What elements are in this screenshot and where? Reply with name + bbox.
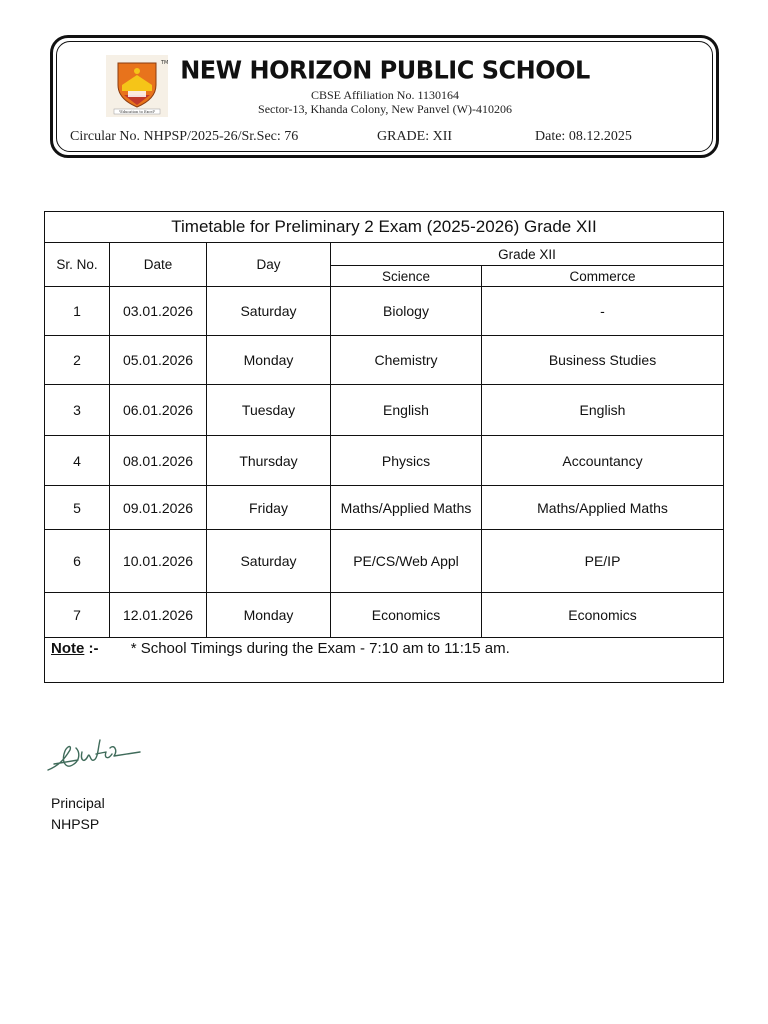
grade-label: GRADE: XII: [377, 129, 453, 144]
header-science: Science: [331, 266, 482, 287]
header-date: Date: [110, 243, 207, 287]
row-day: Friday: [207, 486, 331, 530]
row-sr: 6: [45, 530, 110, 593]
svg-text:TM: TM: [161, 60, 168, 66]
principal-signature: [44, 730, 144, 778]
row-date: 10.01.2026: [110, 530, 207, 593]
header-commerce: Commerce: [482, 266, 724, 287]
row-science: English: [331, 385, 482, 436]
row-day: Tuesday: [207, 385, 331, 436]
row-commerce: Accountancy: [482, 436, 724, 486]
row-date: 05.01.2026: [110, 336, 207, 385]
circular-date: Date: 08.12.2025: [535, 129, 632, 144]
affiliation-number: CBSE Affiliation No. 1130164: [310, 88, 459, 102]
header-grade-group: Grade XII: [331, 243, 724, 266]
row-date: 12.01.2026: [110, 593, 207, 638]
note-separator: :-: [88, 640, 99, 657]
header-day: Day: [207, 243, 331, 287]
row-commerce: Business Studies: [482, 336, 724, 385]
table-row: [45, 385, 724, 436]
row-date: 03.01.2026: [110, 287, 207, 336]
row-day: Saturday: [207, 287, 331, 336]
row-commerce: PE/IP: [482, 530, 724, 593]
row-day: Monday: [207, 336, 331, 385]
row-sr: 1: [45, 287, 110, 336]
row-sr: 7: [45, 593, 110, 638]
row-sr: 3: [45, 385, 110, 436]
exam-timetable: [44, 211, 724, 683]
svg-text:"Education to Excel": "Education to Excel": [118, 110, 156, 114]
note-label: Note: [51, 640, 85, 657]
note-text: * School Timings during the Exam - 7:10 am to 11:15 am.: [130, 640, 510, 657]
row-commerce: Maths/Applied Maths: [482, 486, 724, 530]
row-sr: 5: [45, 486, 110, 530]
row-science: Physics: [331, 436, 482, 486]
row-science: Economics: [331, 593, 482, 638]
row-science: Biology: [331, 287, 482, 336]
timetable-title: Timetable for Preliminary 2 Exam (2025-2026) Grade XII: [45, 212, 724, 243]
row-day: Monday: [207, 593, 331, 638]
school-name: NEW HORIZON PUBLIC SCHOOL: [180, 55, 590, 85]
table-row: [45, 593, 724, 638]
row-science: PE/CS/Web Appl: [331, 530, 482, 593]
table-row: [45, 287, 724, 336]
row-science: Chemistry: [331, 336, 482, 385]
signatory-title: Principal: [51, 795, 105, 811]
row-date: 09.01.2026: [110, 486, 207, 530]
signatory-org: NHPSP: [51, 816, 100, 832]
row-day: Thursday: [207, 436, 331, 486]
table-row: [45, 436, 724, 486]
row-sr: 4: [45, 436, 110, 486]
circular-number: Circular No. NHPSP/2025-26/Sr.Sec: 76: [70, 129, 299, 144]
row-commerce: Economics: [482, 593, 724, 638]
table-row: [45, 486, 724, 530]
row-science: Maths/Applied Maths: [331, 486, 482, 530]
row-commerce: English: [482, 385, 724, 436]
school-address: Sector-13, Khanda Colony, New Panvel (W)-410206: [258, 102, 512, 116]
row-day: Saturday: [207, 530, 331, 593]
header-sr-no: Sr. No.: [45, 243, 110, 287]
school-logo: [106, 55, 168, 117]
row-date: 06.01.2026: [110, 385, 207, 436]
row-date: 08.01.2026: [110, 436, 207, 486]
note-row: [45, 638, 724, 683]
table-row: [45, 530, 724, 593]
row-sr: 2: [45, 336, 110, 385]
row-commerce: -: [482, 287, 724, 336]
table-row: [45, 336, 724, 385]
